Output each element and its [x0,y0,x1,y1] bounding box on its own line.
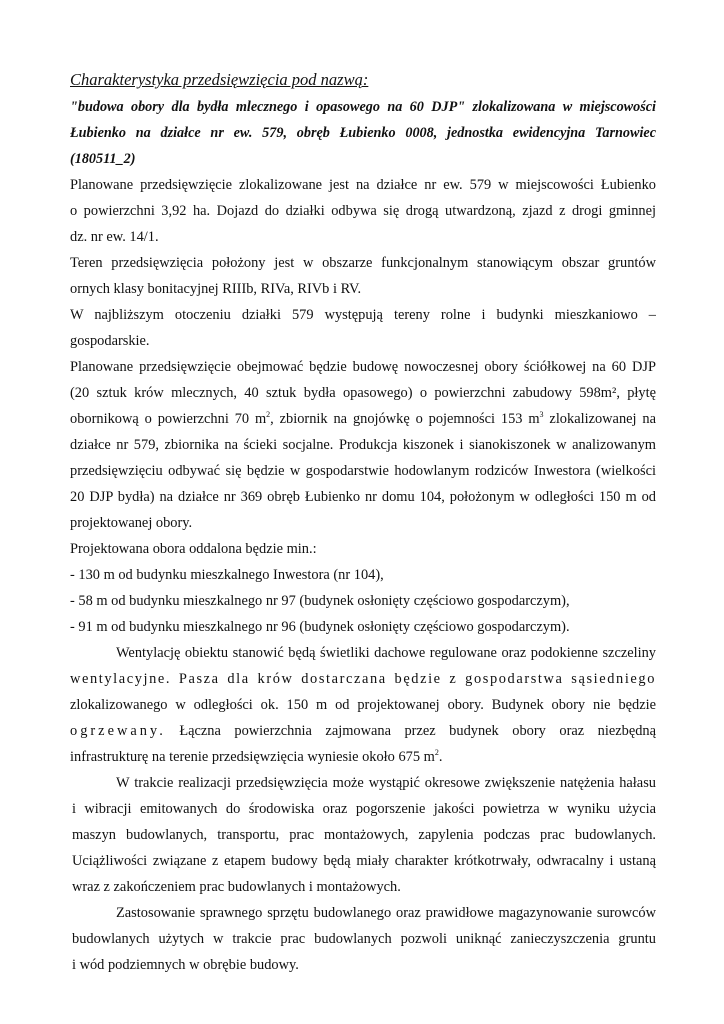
construction-paragraph-line-4: Uciążliwości związane z etapem budowy będą miały charakter krótkotrwały, odwracalny i ustaną [72,853,656,869]
project-name-line-1: "budowa obory dla bydła mlecznego i opasowego na 60 DJP" zlokalizowana w miejscowości [70,99,656,115]
surroundings-paragraph-line-1: W najbliższym otoczeniu działki 579 występują tereny rolne i budynki mieszkaniowo – [70,307,656,323]
scope-paragraph-line-1: Planowane przedsięwzięcie obejmować będzie budowę nowoczesnej obory ściółkowej na 60 DJP [70,359,656,375]
equipment-paragraph-line-3: i wód podziemnych w obrębie budowy. [72,957,299,973]
distance-item-3: - 91 m od budynku mieszkalnego nr 96 (budynek osłonięty częściowo gospodarczym). [70,619,570,635]
scope-paragraph-line-5: przedsięwzięciu odbywać się będzie w gospodarstwie hodowlanym rodziców Inwestora (wielkości [70,463,656,479]
project-name-line-2: Łubienko na działce nr ew. 579, obręb Łubienko 0008, jednostka ewidencyjna Tarnowiec [70,125,656,141]
terrain-paragraph-line-1: Teren przedsięwzięcia położony jest w obszarze funkcjonalnym stanowiącym obszar gruntów [70,255,656,271]
ventilation-paragraph-line-3: zlokalizowanego w odległości ok. 150 m od projektowanej obory. Budynek obory nie będzie [70,697,656,713]
distance-item-2: - 58 m od budynku mieszkalnego nr 97 (budynek osłonięty częściowo gospodarczym), [70,593,570,609]
surroundings-paragraph-line-2: gospodarskie. [70,333,150,349]
location-paragraph-line-3: dz. nr ew. 14/1. [70,229,159,245]
ventilation-paragraph-line-2: wentylacyjne. Pasza dla krów dostarczana będzie z gospodarstwa sąsiedniego [70,671,656,687]
scope-paragraph-line-4: działce nr 579, zbiornika na ścieki socjalne. Produkcja kiszonek i sianokiszonek w analizowanym [70,437,656,453]
scope-paragraph-line-3: obornikową o powierzchni 70 $m^2$, zbiornik na gnojówkę o pojemności 153 $m^3$ zlokalizowanej na [70,410,656,427]
equipment-paragraph-line-1: Zastosowanie sprawnego sprzętu budowlanego oraz prawidłowe magazynowanie surowców [116,905,656,921]
construction-paragraph-line-3: maszyn budowlanych, transportu, prac montażowych, zapylenia podczas prac budowlanych. [72,827,656,843]
terrain-paragraph-line-2: ornych klasy bonitacyjnej RIIIb, RIVa, RIVb i RV. [70,281,362,297]
scope-paragraph-line-6: 20 DJP bydła) na działce nr 369 obręb Łubienko nr domu 104, położonym w odległości 150 m od [70,489,656,505]
scope-paragraph-line-2: (20 sztuk krów mlecznych, 40 sztuk bydła opasowego) o powierzchni zabudowy 598m², płytę [70,385,656,401]
ventilation-paragraph-line-4: ogrzewany. Łączna powierzchnia zajmowana przez budynek obory oraz niezbędną [70,723,656,739]
distances-intro: Projektowana obora oddalona będzie min.: [70,541,317,557]
construction-paragraph-line-5: wraz z zakończeniem prac budowlanych i montażowych. [72,879,401,895]
document-page [70,66,656,978]
scope-paragraph-line-7: projektowanej obory. [70,515,193,531]
location-paragraph-line-2: o powierzchni 3,92 ha. Dojazd do działki odbywa się drogą utwardzoną, zjazd z drogi gminnej [70,203,656,219]
construction-paragraph-line-1: W trakcie realizacji przedsięwzięcia może wystąpić okresowe zwiększenie natężenia hałasu [116,775,656,791]
document-title: Charakterystyka przedsięwzięcia pod nazwą: [70,70,369,89]
construction-paragraph-line-2: i wibracji emitowanych do środowiska oraz pogorszenie jakości powietrza w wyniku użycia [72,801,656,817]
distance-item-1: - 130 m od budynku mieszkalnego Inwestora (nr 104), [70,567,384,583]
project-name-line-3: (180511_2) [70,151,136,167]
ventilation-paragraph-line-5: infrastrukturę na terenie przedsięwzięcia wyniesie około 675 $m^2$. [70,748,443,765]
location-paragraph-line-1: Planowane przedsięwzięcie zlokalizowane jest na działce nr ew. 579 w miejscowości Łubienko [70,177,656,193]
ventilation-paragraph-line-1: Wentylację obiektu stanowić będą świetliki dachowe regulowane oraz podokienne szczeliny [116,645,656,661]
equipment-paragraph-line-2: budowlanych użytych w trakcie prac budowlanych pozwoli uniknąć zanieczyszczenia gruntu [72,931,656,947]
